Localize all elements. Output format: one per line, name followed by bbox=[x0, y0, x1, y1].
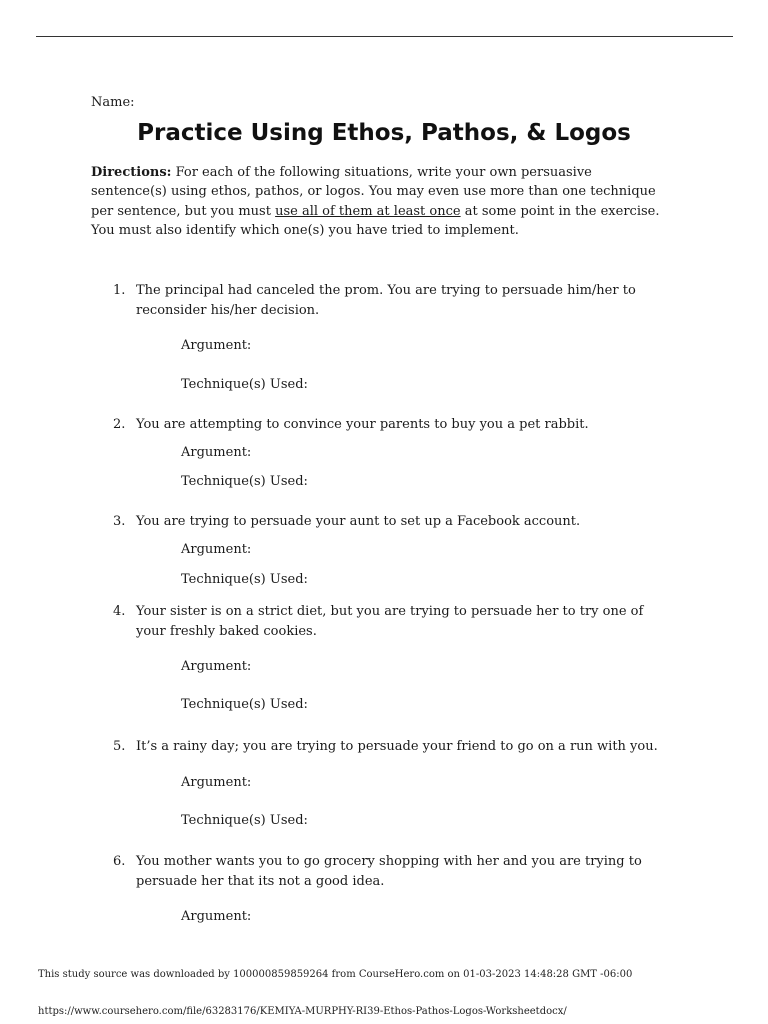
source-url: https://www.coursehero.com/file/63283176/KEMIYA-MURPHY-RI39-Ethos-Pathos-Logos-Worksheetdocx/ bbox=[38, 1006, 567, 1017]
argument-label: Argument: bbox=[181, 542, 252, 557]
technique-label: Technique(s) Used: bbox=[181, 474, 308, 489]
directions-underlined: use all of them at least once bbox=[275, 203, 461, 219]
item-text: The principal had canceled the prom. You are trying to persuade him/her to reconsider his/her decision. bbox=[136, 283, 636, 318]
technique-label: Technique(s) Used: bbox=[181, 697, 308, 712]
argument-label: Argument: bbox=[181, 445, 252, 460]
argument-label: Argument: bbox=[181, 659, 252, 674]
technique-label: Technique(s) Used: bbox=[181, 377, 308, 392]
top-divider bbox=[36, 36, 733, 37]
item-number: 1. bbox=[113, 283, 126, 298]
technique-label: Technique(s) Used: bbox=[181, 813, 308, 828]
directions-paragraph bbox=[91, 163, 671, 240]
item-text: You are attempting to convince your parents to buy you a pet rabbit. bbox=[136, 417, 589, 432]
item-number: 4. bbox=[113, 604, 126, 619]
item-text: You mother wants you to go grocery shopping with her and you are trying to persuade her that its not a good idea. bbox=[136, 854, 642, 889]
item-text: It’s a rainy day; you are trying to persuade your friend to go on a run with you. bbox=[136, 739, 658, 754]
download-notice: This study source was downloaded by 100000859859264 from CourseHero.com on 01-03-2023 14:48:28 GMT -06:00 bbox=[38, 969, 633, 980]
item-number: 3. bbox=[113, 514, 126, 529]
item-text: You are trying to persuade your aunt to set up a Facebook account. bbox=[136, 514, 581, 529]
directions-lead: Directions: bbox=[91, 165, 172, 180]
item-number: 5. bbox=[113, 739, 126, 754]
argument-label: Argument: bbox=[181, 909, 252, 924]
item-number: 2. bbox=[113, 417, 126, 432]
directions-text-1: For each of the following situations, write your own persuasive sentence(s) using ethos, pathos, or logos. You may even use more than one technique per sentence, but you must bbox=[91, 165, 656, 219]
argument-label: Argument: bbox=[181, 775, 252, 790]
name-label: Name: bbox=[91, 95, 135, 110]
page-title: Practice Using Ethos, Pathos, & Logos bbox=[137, 120, 631, 146]
item-number: 6. bbox=[113, 854, 126, 869]
argument-label: Argument: bbox=[181, 338, 252, 353]
item-text: Your sister is on a strict diet, but you are trying to persuade her to try one of your freshly baked cookies. bbox=[136, 604, 644, 639]
directions-text-2: at some point in the exercise. You must also identify which one(s) you have tried to implement. bbox=[91, 203, 660, 238]
technique-label: Technique(s) Used: bbox=[181, 572, 308, 587]
